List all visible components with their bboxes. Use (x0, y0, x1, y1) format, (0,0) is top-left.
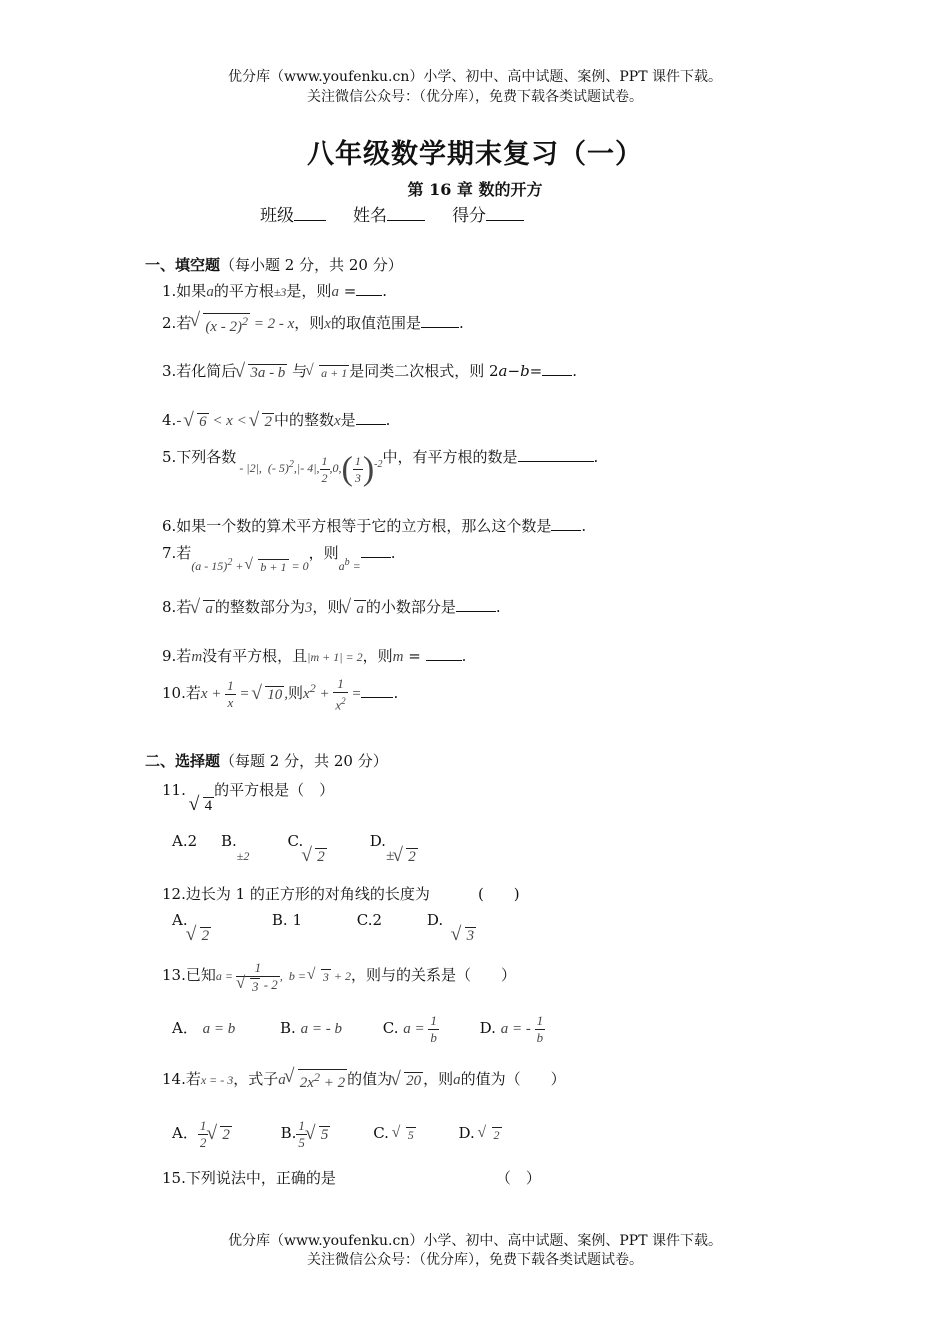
name-blank[interactable] (387, 206, 425, 221)
q9-blank[interactable] (426, 646, 462, 661)
q12-options (172, 911, 476, 945)
site-footer-line2: 关注微信公众号：（优分库），免费下载各类试题试卷。 (307, 1252, 643, 1268)
q11-options (172, 832, 418, 866)
name-label: 姓名 (353, 206, 388, 226)
q2-blank[interactable] (421, 313, 459, 328)
question-15: 15.下列说法中，正确的是 （ ） (162, 1169, 541, 1187)
section2-heading (145, 750, 388, 771)
q14-option-a[interactable]: A． $\frac{1}{2}$ √ 2 (172, 1124, 232, 1142)
q11-option-c[interactable]: C.√ 2 (288, 832, 327, 850)
q14-options (172, 1118, 502, 1151)
page-title: 八年级数学期末复习（一） (307, 139, 643, 170)
q12-option-c[interactable]: C.2 (356, 911, 383, 929)
question-9: 9.若m没有平方根，且|m + 1| = 2，则m = . (162, 647, 467, 665)
section2-note: （每题 2 分，共 20 分） (220, 752, 388, 770)
q11-option-d[interactable]: D.±√ 2 (370, 832, 418, 850)
question-13: 13.已知a = 1 √ 3 - 2 , b = √ 3 + 2，则与的关系是（ ） (162, 960, 516, 995)
class-label: 班级 (260, 206, 294, 226)
score-label: 得分 (452, 206, 487, 226)
q7-blank[interactable] (361, 543, 391, 558)
q14-option-d[interactable]: D. √ 2 (458, 1124, 501, 1142)
question-8: 8.若√ a 的整数部分为3，则√ a 的小数部分是 . (162, 596, 501, 618)
section1-note: （每小题 2 分，共 20 分） (220, 256, 403, 274)
q13-option-b[interactable]: B. a = - b (280, 1018, 342, 1037)
question-14: 14.若x = - 3，式子a√ $2x^2 + 2$ 的值为√ 20 ，则a的值为（ ） (162, 1068, 566, 1092)
q12-option-d[interactable]: D. √ 3 (427, 911, 476, 929)
q11-option-b[interactable]: $B._{\pm 2}$ (221, 832, 250, 863)
q6-blank[interactable] (551, 516, 581, 531)
section1-heading (145, 254, 403, 275)
question-10: 10.若x + $\frac{1}{x}$ = √ 10 ,则$x^2$ + $\frac{1}{x^2}$ = . (162, 676, 398, 713)
class-blank[interactable] (294, 206, 326, 221)
question-3: 3.若化简后√ 3a - b 与√ a + 1 是同类二次根式，则 2a−b= . (162, 360, 577, 382)
q14-option-c[interactable]: C. √ 5 (373, 1124, 416, 1142)
q12-option-a[interactable]: A.√ 2 (172, 911, 211, 929)
q12-option-b[interactable]: B. 1 (271, 911, 302, 929)
q10-blank[interactable] (361, 683, 393, 698)
q14-option-b[interactable]: B. $\frac{1}{5}$ √ 5 (281, 1124, 331, 1142)
question-4: 4.- √ 6 < x < √ 2 中的整数x是 . (162, 409, 390, 431)
question-1: 1.如果a的平方根±3是，则a = . (162, 282, 388, 300)
section2-title: 二、选择题 (145, 752, 221, 770)
question-11: 11. √ 4的平方根是（ ） (162, 779, 334, 815)
student-info (260, 201, 524, 226)
q13-options (172, 1013, 545, 1046)
q1-blank[interactable] (356, 281, 382, 296)
question-6: 6.如果一个数的算术平方根等于它的立方根，那么这个数是 . (162, 517, 587, 535)
q4-blank[interactable] (356, 410, 386, 425)
question-12: 12.边长为 1 的正方形的对角线的长度为 ( ) (162, 885, 520, 903)
score-blank[interactable] (486, 206, 524, 221)
question-2: 2.若√ (x - 2)$^2$ = 2 - x，则x的取值范围是 . (162, 312, 464, 336)
q5-blank[interactable] (518, 447, 594, 462)
site-footer-line1: 优分库（www.youfenku.cn）小学、初中、高中试题、案例、PPT 课件下载。 (227, 1233, 722, 1249)
q3-blank[interactable] (542, 361, 572, 376)
q13-option-d[interactable]: D. a = - $\frac{1}{b}$ (479, 1013, 544, 1045)
q13-option-c[interactable]: C. a = $\frac{1}{b}$ (382, 1013, 437, 1045)
q13-option-a[interactable]: A． a = b (172, 1018, 236, 1037)
site-header-line2: 关注微信公众号：（优分库），免费下载各类试题试卷。 (307, 89, 643, 105)
section1-title: 一、填空题 (145, 256, 221, 274)
question-7: 7.若$_{(a - 15)^2 + √ b + 1 = 0}$，则$_{a^b =}$. (162, 542, 396, 575)
question-5: 5.下列各数 $_{- |2|, (- 5)^2,|- 4|, \frac{1}{2} ,0,( \frac{1}{3} )^{-2}}$中，有平方根的数是 . (162, 448, 599, 488)
page-subtitle: 第 16 章 数的开方 (407, 180, 543, 199)
q8-blank[interactable] (456, 597, 496, 612)
q11-option-a[interactable]: A.2 (172, 832, 198, 850)
site-header-line1: 优分库（www.youfenku.cn）小学、初中、高中试题、案例、PPT 课件下载。 (227, 69, 722, 85)
